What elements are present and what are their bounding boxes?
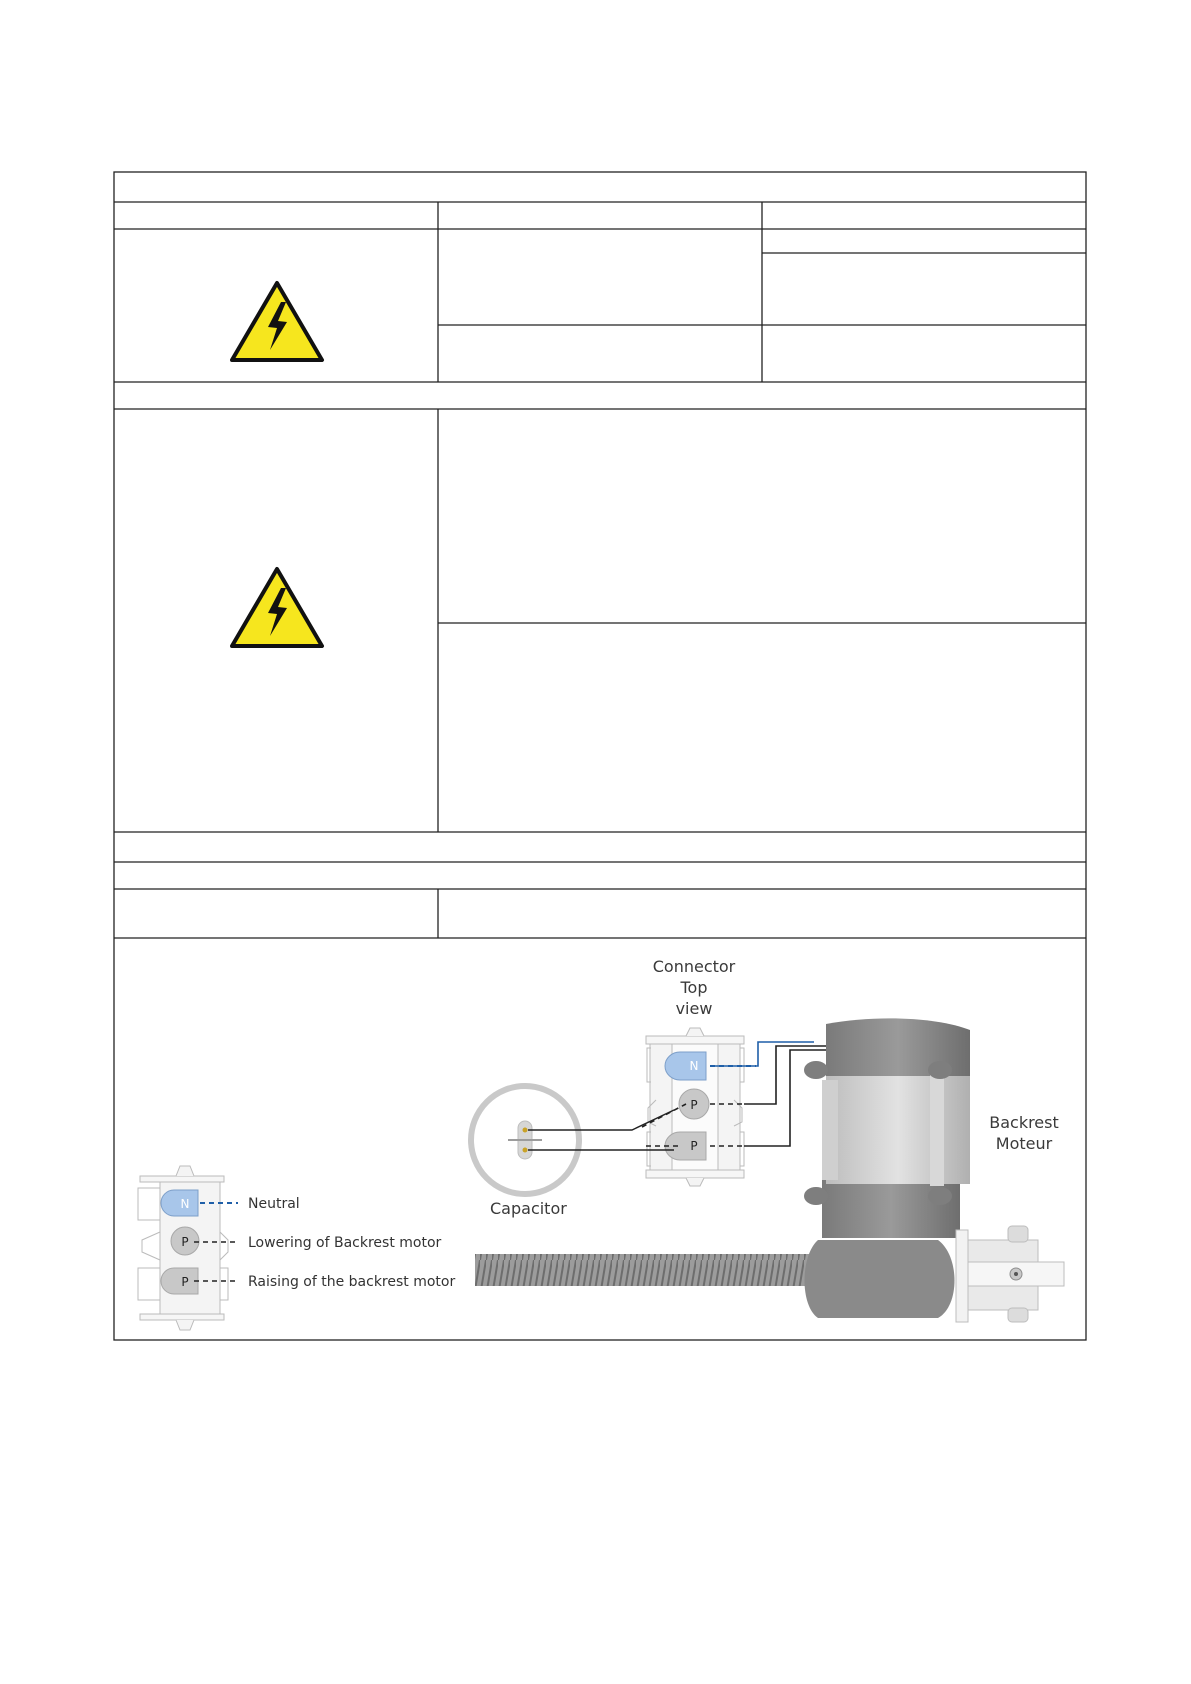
neutral-pin bbox=[665, 1052, 706, 1080]
motor-label-line-2: Moteur bbox=[995, 1134, 1053, 1153]
phase-pin-label: P bbox=[690, 1098, 698, 1112]
connector-label-line-3: view bbox=[675, 999, 713, 1018]
legend-label: Raising of the backrest motor bbox=[248, 1274, 456, 1290]
legend-label: Neutral bbox=[248, 1196, 300, 1212]
legend-pin-label: N bbox=[180, 1197, 190, 1211]
phase-pin-lowering bbox=[679, 1089, 709, 1119]
legend-pin-label: P bbox=[181, 1235, 189, 1249]
legend-pin-label: P bbox=[181, 1275, 189, 1289]
electric-hazard-warning-icon bbox=[232, 569, 322, 646]
capacitor-label: Capacitor bbox=[490, 1199, 567, 1218]
neutral-pin-label: N bbox=[689, 1059, 699, 1073]
legend-label: Lowering of Backrest motor bbox=[248, 1235, 442, 1251]
phase-pin-label: P bbox=[690, 1139, 698, 1153]
connector-label-line-2: Top bbox=[680, 978, 708, 997]
capacitor bbox=[471, 1086, 579, 1194]
lead-screw bbox=[475, 1254, 815, 1286]
wiring-diagram bbox=[138, 957, 1064, 1330]
connector-label-line-1: Connector bbox=[652, 957, 736, 976]
legend-item-neutral bbox=[161, 1190, 300, 1216]
electric-hazard-warning-icon bbox=[232, 283, 322, 360]
phase-pin-raising bbox=[665, 1132, 706, 1160]
motor-label-line-1: Backrest bbox=[989, 1113, 1059, 1132]
